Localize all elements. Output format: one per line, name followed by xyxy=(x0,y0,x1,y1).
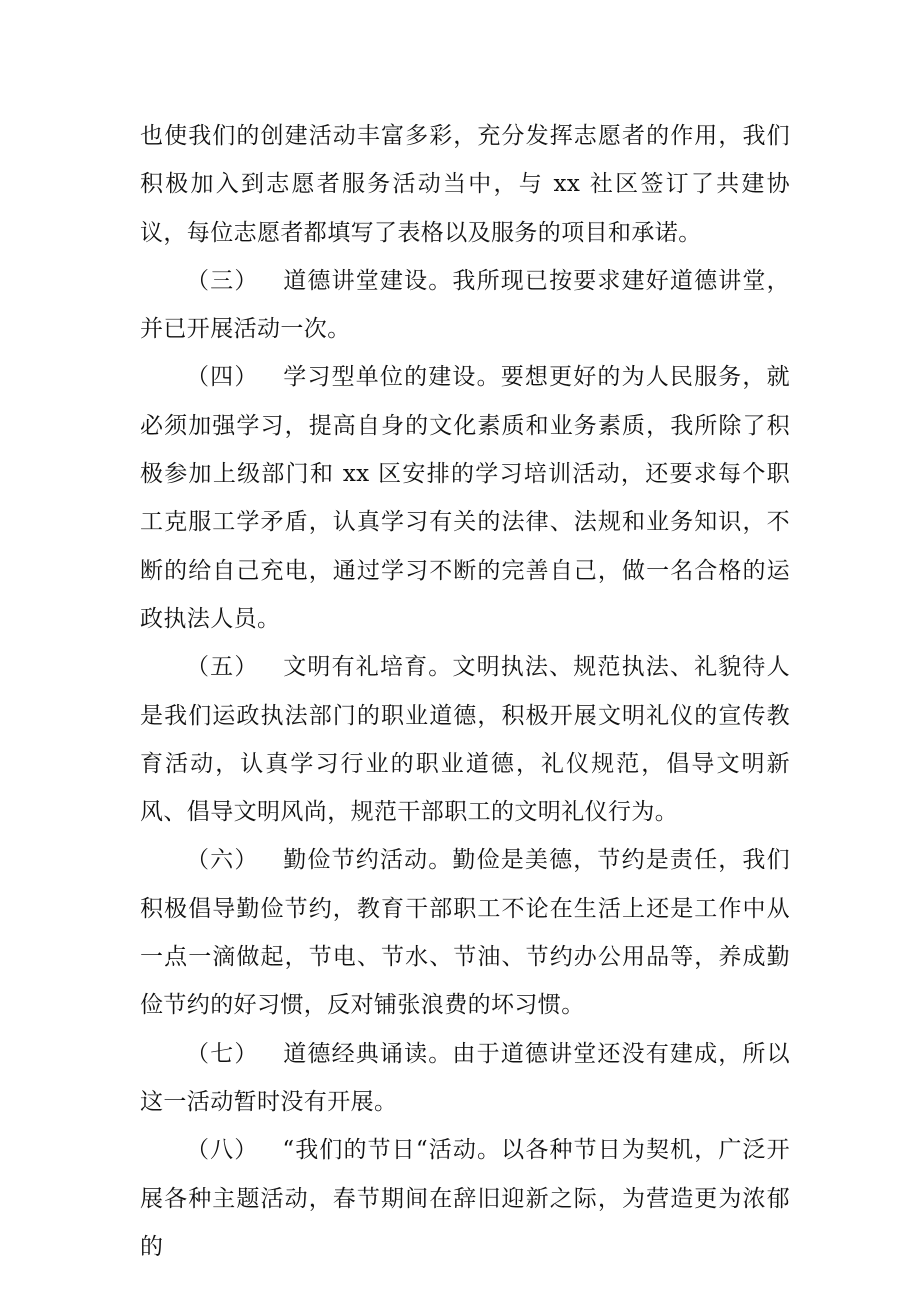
paragraph-section-3 xyxy=(140,257,790,354)
section-number: （四） xyxy=(186,364,259,391)
paragraph-text: 道德讲堂建设。我所现已按要求建好道德讲堂，并已开展活动一次。 xyxy=(140,267,790,343)
paragraph-text: 道德经典诵读。由于道德讲堂还没有建成，所以这一活动暂时没有开展。 xyxy=(140,1040,790,1115)
section-number: （七） xyxy=(186,1040,259,1067)
section-number: （五） xyxy=(186,654,259,681)
paragraph-text: 学习型单位的建设。要想更好的为人民服务，就必须加强学习，提高自身的文化素质和业务素质，我所除了积极参加上级部门和 xx 区安排的学习培训活动，还要求每个职工克服工学矛盾，认真学习有关的法律、法规和业务知识，不断的给自己充电，通过学习不断的完善自己，做一名合格的运政执法人员。 xyxy=(140,364,790,632)
paragraph-text: “我们的节日“活动。以各种节日为契机，广泛开展各种主题活动，春节期间在辞旧迎新之际，为营造更为浓郁的 xyxy=(140,1137,790,1260)
paragraph-section-4 xyxy=(140,353,790,643)
paragraph-text: 也使我们的创建活动丰富多彩，充分发挥志愿者的作用，我们积极加入到志愿者服务活动当中，与 xx 社区签订了共建协议，每位志愿者都填写了表格以及服务的项目和承诺。 xyxy=(140,123,790,246)
section-number: （六） xyxy=(186,847,259,874)
paragraph-section-6 xyxy=(140,836,790,1029)
section-number: （八） xyxy=(186,1137,259,1164)
paragraph-section-5 xyxy=(140,643,790,836)
paragraph-continuation xyxy=(140,112,790,257)
document-body xyxy=(140,112,790,1271)
paragraph-text: 文明有礼培育。文明执法、规范执法、礼貌待人是我们运政执法部门的职业道德，积极开展文明礼仪的宣传教育活动，认真学习行业的职业道德，礼仪规范，倡导文明新风、倡导文明风尚，规范干部职工的文明礼仪行为。 xyxy=(140,654,790,826)
paragraph-text: 勤俭节约活动。勤俭是美德，节约是责任，我们积极倡导勤俭节约，教育干部职工不论在生活上还是工作中从一点一滴做起，节电、节水、节油、节约办公用品等，养成勤俭节约的好习惯，反对铺张浪费的坏习惯。 xyxy=(140,847,790,1019)
section-number: （三） xyxy=(186,267,259,294)
paragraph-section-8 xyxy=(140,1126,790,1271)
paragraph-section-7 xyxy=(140,1030,790,1127)
